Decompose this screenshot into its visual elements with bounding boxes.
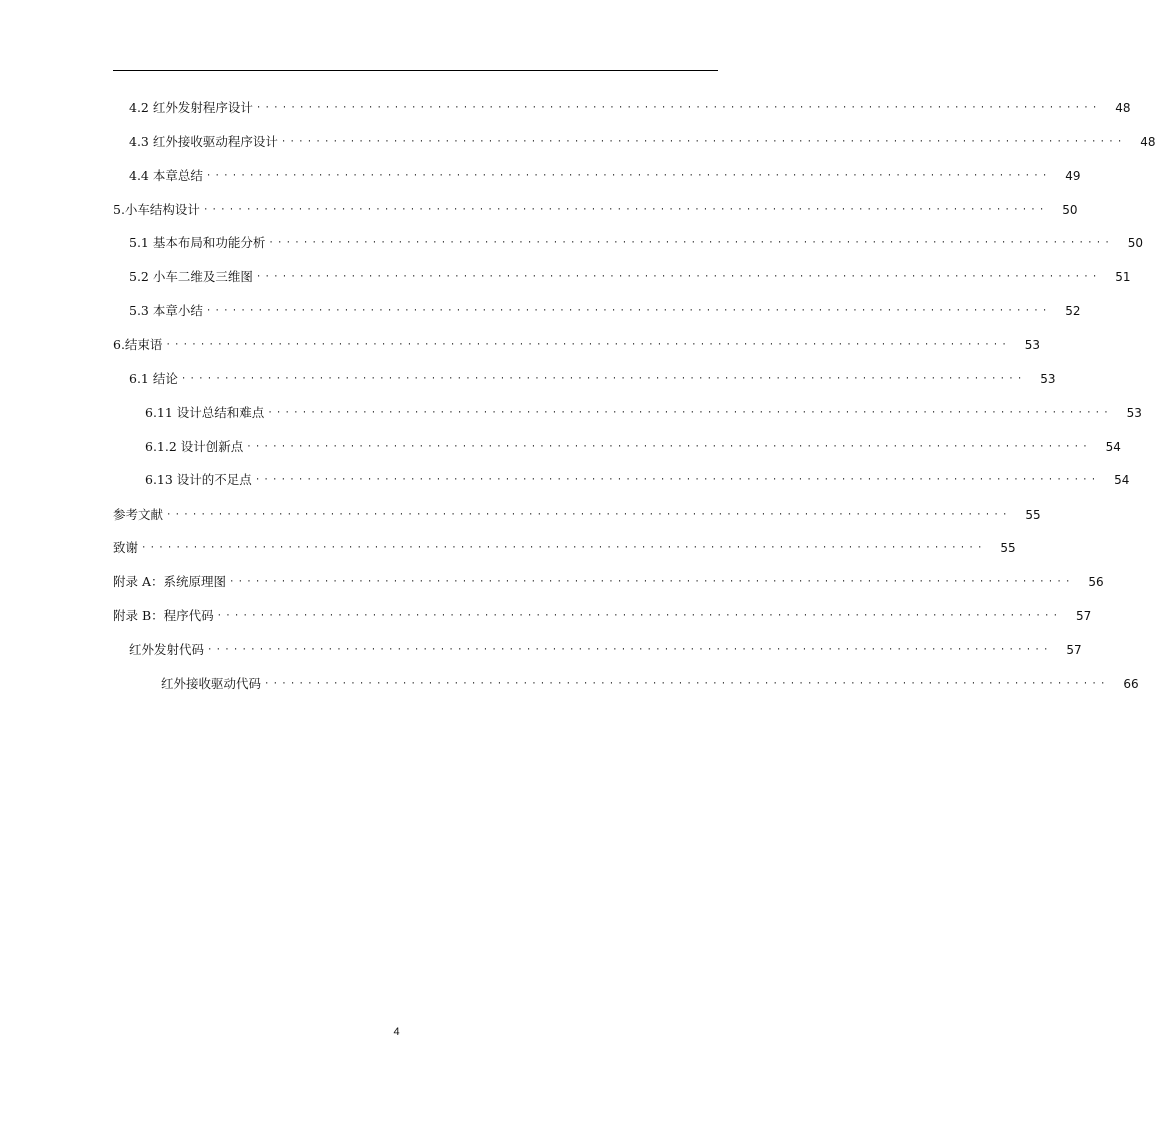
- toc-entry-label: 附录 B：程序代码: [113, 608, 214, 623]
- toc-dot-leader: ··································································································: [255, 103, 1101, 113]
- toc-entry-page: 49: [1065, 169, 1081, 183]
- toc-dot-leader: ··································································································: [207, 645, 1052, 655]
- toc-entry-page: 48: [1140, 135, 1155, 149]
- toc-entry-4-4[interactable]: [129, 166, 1081, 186]
- toc-entry-6-1-1[interactable]: [145, 403, 1142, 423]
- toc-dot-leader: ··································································································: [246, 442, 1091, 452]
- toc-entry-page: 55: [1000, 541, 1016, 555]
- toc-entry-4-3[interactable]: [129, 132, 1155, 152]
- toc-dot-leader: ··································································································: [205, 171, 1051, 181]
- toc-dot-leader: ··································································································: [202, 205, 1048, 215]
- toc-entry-5-2[interactable]: [129, 267, 1131, 287]
- toc-dot-leader: ··································································································: [255, 272, 1101, 282]
- toc-dot-leader: ··································································································: [141, 543, 986, 553]
- toc-dot-leader: ··································································································: [268, 238, 1113, 248]
- toc-entry-label: 6.结束语: [113, 337, 163, 352]
- toc-entry-page: 66: [1123, 677, 1139, 691]
- toc-entry-page: 53: [1024, 338, 1041, 352]
- toc-entry-page: 56: [1088, 575, 1104, 589]
- toc-entry-appendix-a[interactable]: [113, 572, 1104, 592]
- toc-entry-page: 55: [1025, 508, 1041, 522]
- toc-entry-page: 57: [1066, 643, 1082, 657]
- toc-entry-label: 红外发射代码: [129, 642, 205, 657]
- toc-entry-page: 54: [1114, 473, 1130, 487]
- toc-entry-label: 6.1.2 设计创新点: [145, 439, 244, 454]
- toc-dot-leader: ··································································································: [216, 611, 1062, 621]
- toc-entry-appendix-b[interactable]: [113, 606, 1092, 626]
- toc-entry-page: 53: [1040, 372, 1056, 386]
- toc-dot-leader: ··································································································: [165, 340, 1011, 350]
- toc-entry-6-1-3[interactable]: [145, 470, 1130, 490]
- toc-entry-5-1[interactable]: [129, 233, 1143, 253]
- toc-entry-5[interactable]: [113, 200, 1078, 220]
- toc-entry-label: 红外接收驱动代码: [161, 676, 262, 691]
- toc-dot-leader: ··································································································: [264, 679, 1109, 689]
- toc-entry-label: 5.2 小车二维及三维图: [129, 269, 253, 284]
- toc-dot-leader: ··································································································: [205, 306, 1051, 316]
- toc-entry-label: 参考文献: [113, 507, 164, 522]
- toc-entry-4-2[interactable]: [129, 98, 1131, 118]
- toc-entry-label: 4.3 红外接收驱动程序设计: [129, 134, 278, 149]
- toc-dot-leader: ··································································································: [280, 137, 1126, 147]
- toc-dot-leader: ··································································································: [267, 408, 1112, 418]
- toc-entry-page: 57: [1076, 609, 1092, 623]
- toc-entry-label: 6.13 设计的不足点: [145, 472, 252, 487]
- toc-entry-page: 50: [1062, 203, 1078, 217]
- toc-entry-page: 51: [1115, 270, 1131, 284]
- toc-entry-acknowledgements[interactable]: [113, 538, 1016, 558]
- toc-entry-label: 5.3 本章小结: [129, 303, 203, 318]
- toc-entry-ir-receive-code[interactable]: [161, 674, 1139, 694]
- toc-dot-leader: ··································································································: [229, 577, 1074, 587]
- toc-entry-label: 附录 A：系统原理图: [113, 574, 227, 589]
- toc-dot-leader: ··································································································: [166, 510, 1011, 520]
- toc-entry-page: 53: [1126, 406, 1142, 420]
- toc-entry-references[interactable]: [113, 505, 1041, 525]
- toc-entry-page: 50: [1127, 236, 1143, 250]
- toc-entry-label: 5.1 基本布局和功能分析: [129, 235, 266, 250]
- toc-entry-label: 5.小车结构设计: [113, 202, 200, 217]
- toc-entry-ir-transmit-code[interactable]: [129, 640, 1082, 660]
- toc-entry-label: 致谢: [113, 540, 139, 555]
- toc-entry-label: 4.2 红外发射程序设计: [129, 100, 253, 115]
- toc-entry-label: 6.1 结论: [129, 371, 178, 386]
- toc-entry-page: 48: [1115, 101, 1131, 115]
- page-number: 4: [393, 1026, 400, 1038]
- toc-entry-label: 4.4 本章总结: [129, 168, 203, 183]
- toc-entry-label: 6.11 设计总结和难点: [145, 405, 265, 420]
- toc-entry-5-3[interactable]: [129, 301, 1081, 321]
- toc-dot-leader: ··································································································: [180, 374, 1026, 384]
- toc-dot-leader: ··································································································: [254, 475, 1100, 485]
- toc-entry-page: 54: [1105, 440, 1121, 454]
- toc-entry-6-1-2[interactable]: [145, 437, 1121, 457]
- toc-entry-6-1[interactable]: [129, 369, 1056, 389]
- toc-entry-6[interactable]: [113, 335, 1041, 355]
- toc-entry-page: 52: [1065, 304, 1081, 318]
